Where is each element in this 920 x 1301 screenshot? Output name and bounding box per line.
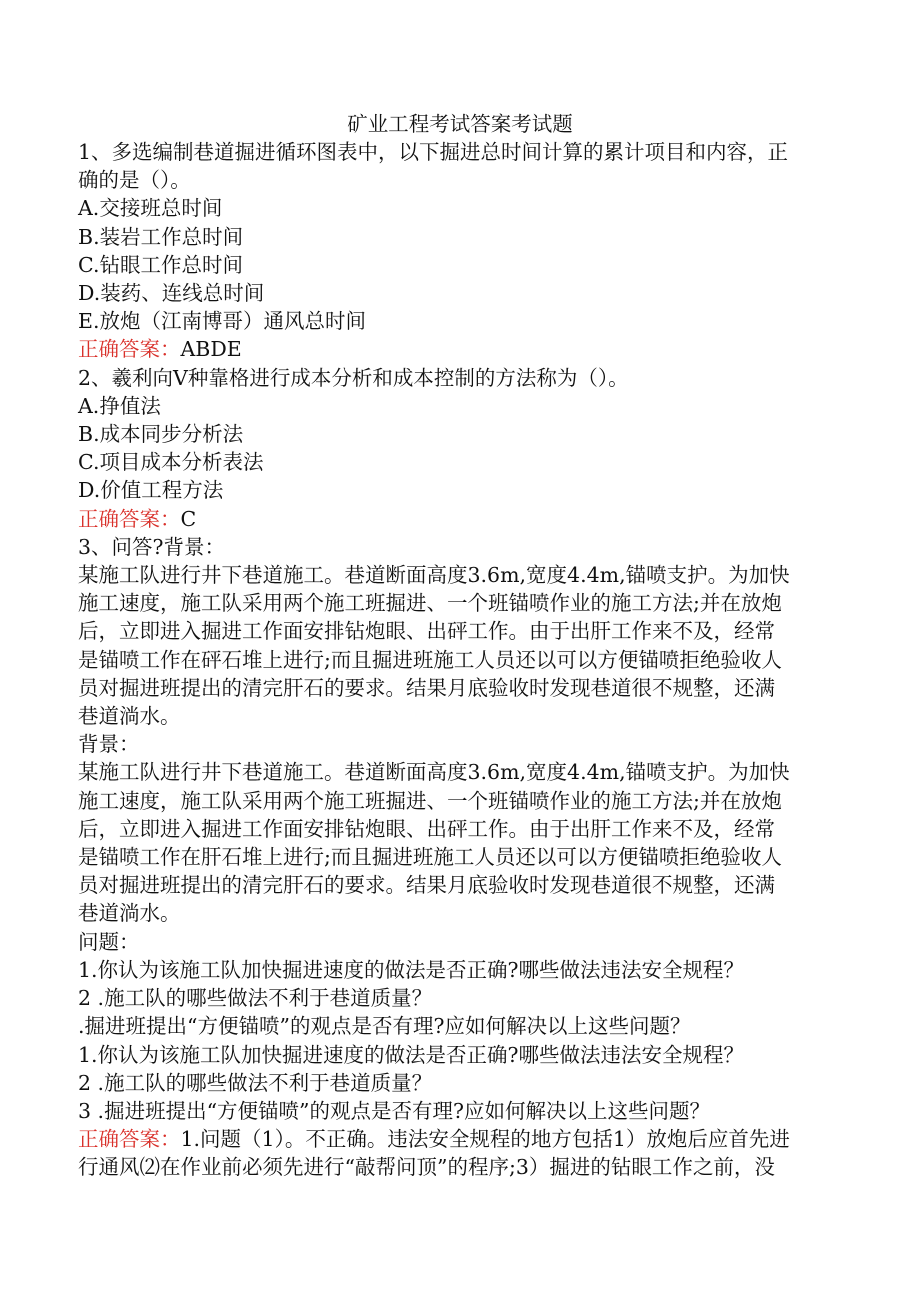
sub-question: 2 .施工队的哪些做法不利于巷道质量？: [78, 1070, 433, 1095]
background-line: 员对掘进班提出的清完肝石的要求。结果月底验收时发现巷道很不规整，还满: [78, 873, 775, 898]
question-2-answer: [78, 505, 842, 533]
background-line: 某施工队进行井下巷道施工。巷道断面高度3.6m,宽度4.4m,锚喷支护。为加快: [78, 563, 790, 588]
document-title: 矿业工程考试答案考试题: [347, 112, 573, 136]
question-1-option-c: C.钻眼工作总时间: [78, 252, 243, 277]
question-1-option-b: B.装岩工作总时间: [78, 224, 244, 249]
answer-label: 正确答案：: [78, 506, 181, 531]
sub-question: 3 .掘进班提出“方便锚喷”的观点是否有理?应如何解决以上这些问题？: [78, 1098, 711, 1123]
background-line: 后，立即进入掘进工作面安排钻炮眼、出砰工作。由于出肝工作来不及，经常: [78, 816, 775, 841]
background-label: 背景：: [78, 732, 140, 757]
question-3: [78, 533, 842, 1182]
background-line: 巷道淌水。: [78, 704, 181, 729]
question-1-stem-line-1: 1、多选编制巷道掘进循环图表中，以下掘进总时间计算的累计项目和内容，正: [78, 140, 789, 164]
question-1-option-d: D.装药、连线总时间: [78, 281, 265, 306]
background-line: 是锚喷工作在肝石堆上进行;而且掘进班施工人员还以可以方便锚喷拒绝验收人: [78, 845, 782, 870]
question-2-stem: 2、羲利向V种靠格进行成本分析和成本控制的方法称为（）。: [78, 365, 629, 390]
question-2-option-a: A.挣值法: [78, 393, 161, 418]
question-3-answer-line-2: 行通风⑵在作业前必须先进行“敲帮问顶”的程序;3）掘进的钻眼工作之前，没: [78, 1155, 775, 1180]
question-1-option-e: E.放炮（江南博哥）通风总时间: [78, 309, 366, 334]
sub-question: .掘进班提出“方便锚喷”的观点是否有理?应如何解决以上这些问题？: [78, 1014, 691, 1039]
answer-text: 1.问题（1）。不正确。违法安全规程的地方包括1）放炮后应首先进: [180, 1127, 790, 1152]
background-line: 后，立即进入掘进工作面安排钻炮眼、出砰工作。由于出肝工作来不及，经常: [78, 619, 775, 644]
questions-label: 问题：: [78, 929, 140, 954]
document-page: [78, 110, 842, 1182]
answer-value: ABDE: [180, 337, 242, 362]
question-1-answer: [78, 335, 842, 363]
answer-label: 正确答案：: [78, 1127, 181, 1152]
question-2: [78, 364, 842, 533]
question-3-stem: 3、问答?背景：: [78, 534, 226, 559]
answer-value: C: [180, 506, 197, 531]
background-line: 施工速度，施工队采用两个施工班掘进、一个班锚喷作业的施工方法;并在放炮: [78, 788, 782, 813]
background-line: 巷道淌水。: [78, 901, 181, 926]
background-line: 是锚喷工作在砰石堆上进行;而且掘进班施工人员还以可以方便锚喷拒绝验收人: [78, 647, 782, 672]
question-1-stem-line-2: 确的是（）。: [78, 168, 191, 193]
background-line: 某施工队进行井下巷道施工。巷道断面高度3.6m,宽度4.4m,锚喷支护。为加快: [78, 760, 790, 785]
question-3-answer-line-1: [78, 1125, 842, 1153]
question-2-option-b: B.成本同步分析法: [78, 422, 244, 447]
answer-label: 正确答案：: [78, 337, 181, 362]
sub-question: 1.你认为该施工队加快掘进速度的做法是否正确?哪些做法违法安全规程？: [78, 957, 745, 982]
question-2-option-c: C.项目成本分析表法: [78, 450, 264, 475]
sub-question: 2 .施工队的哪些做法不利于巷道质量？: [78, 986, 433, 1011]
background-line: 员对掘进班提出的清完肝石的要求。结果月底验收时发现巷道很不规整，还满: [78, 675, 775, 700]
question-1-option-a: A.交接班总时间: [78, 196, 223, 221]
question-1: [78, 138, 842, 364]
sub-question: 1.你认为该施工队加快掘进速度的做法是否正确?哪些做法违法安全规程？: [78, 1042, 745, 1067]
question-2-option-d: D.价值工程方法: [78, 478, 224, 503]
background-line: 施工速度，施工队采用两个施工班掘进、一个班锚喷作业的施工方法;并在放炮: [78, 591, 782, 616]
